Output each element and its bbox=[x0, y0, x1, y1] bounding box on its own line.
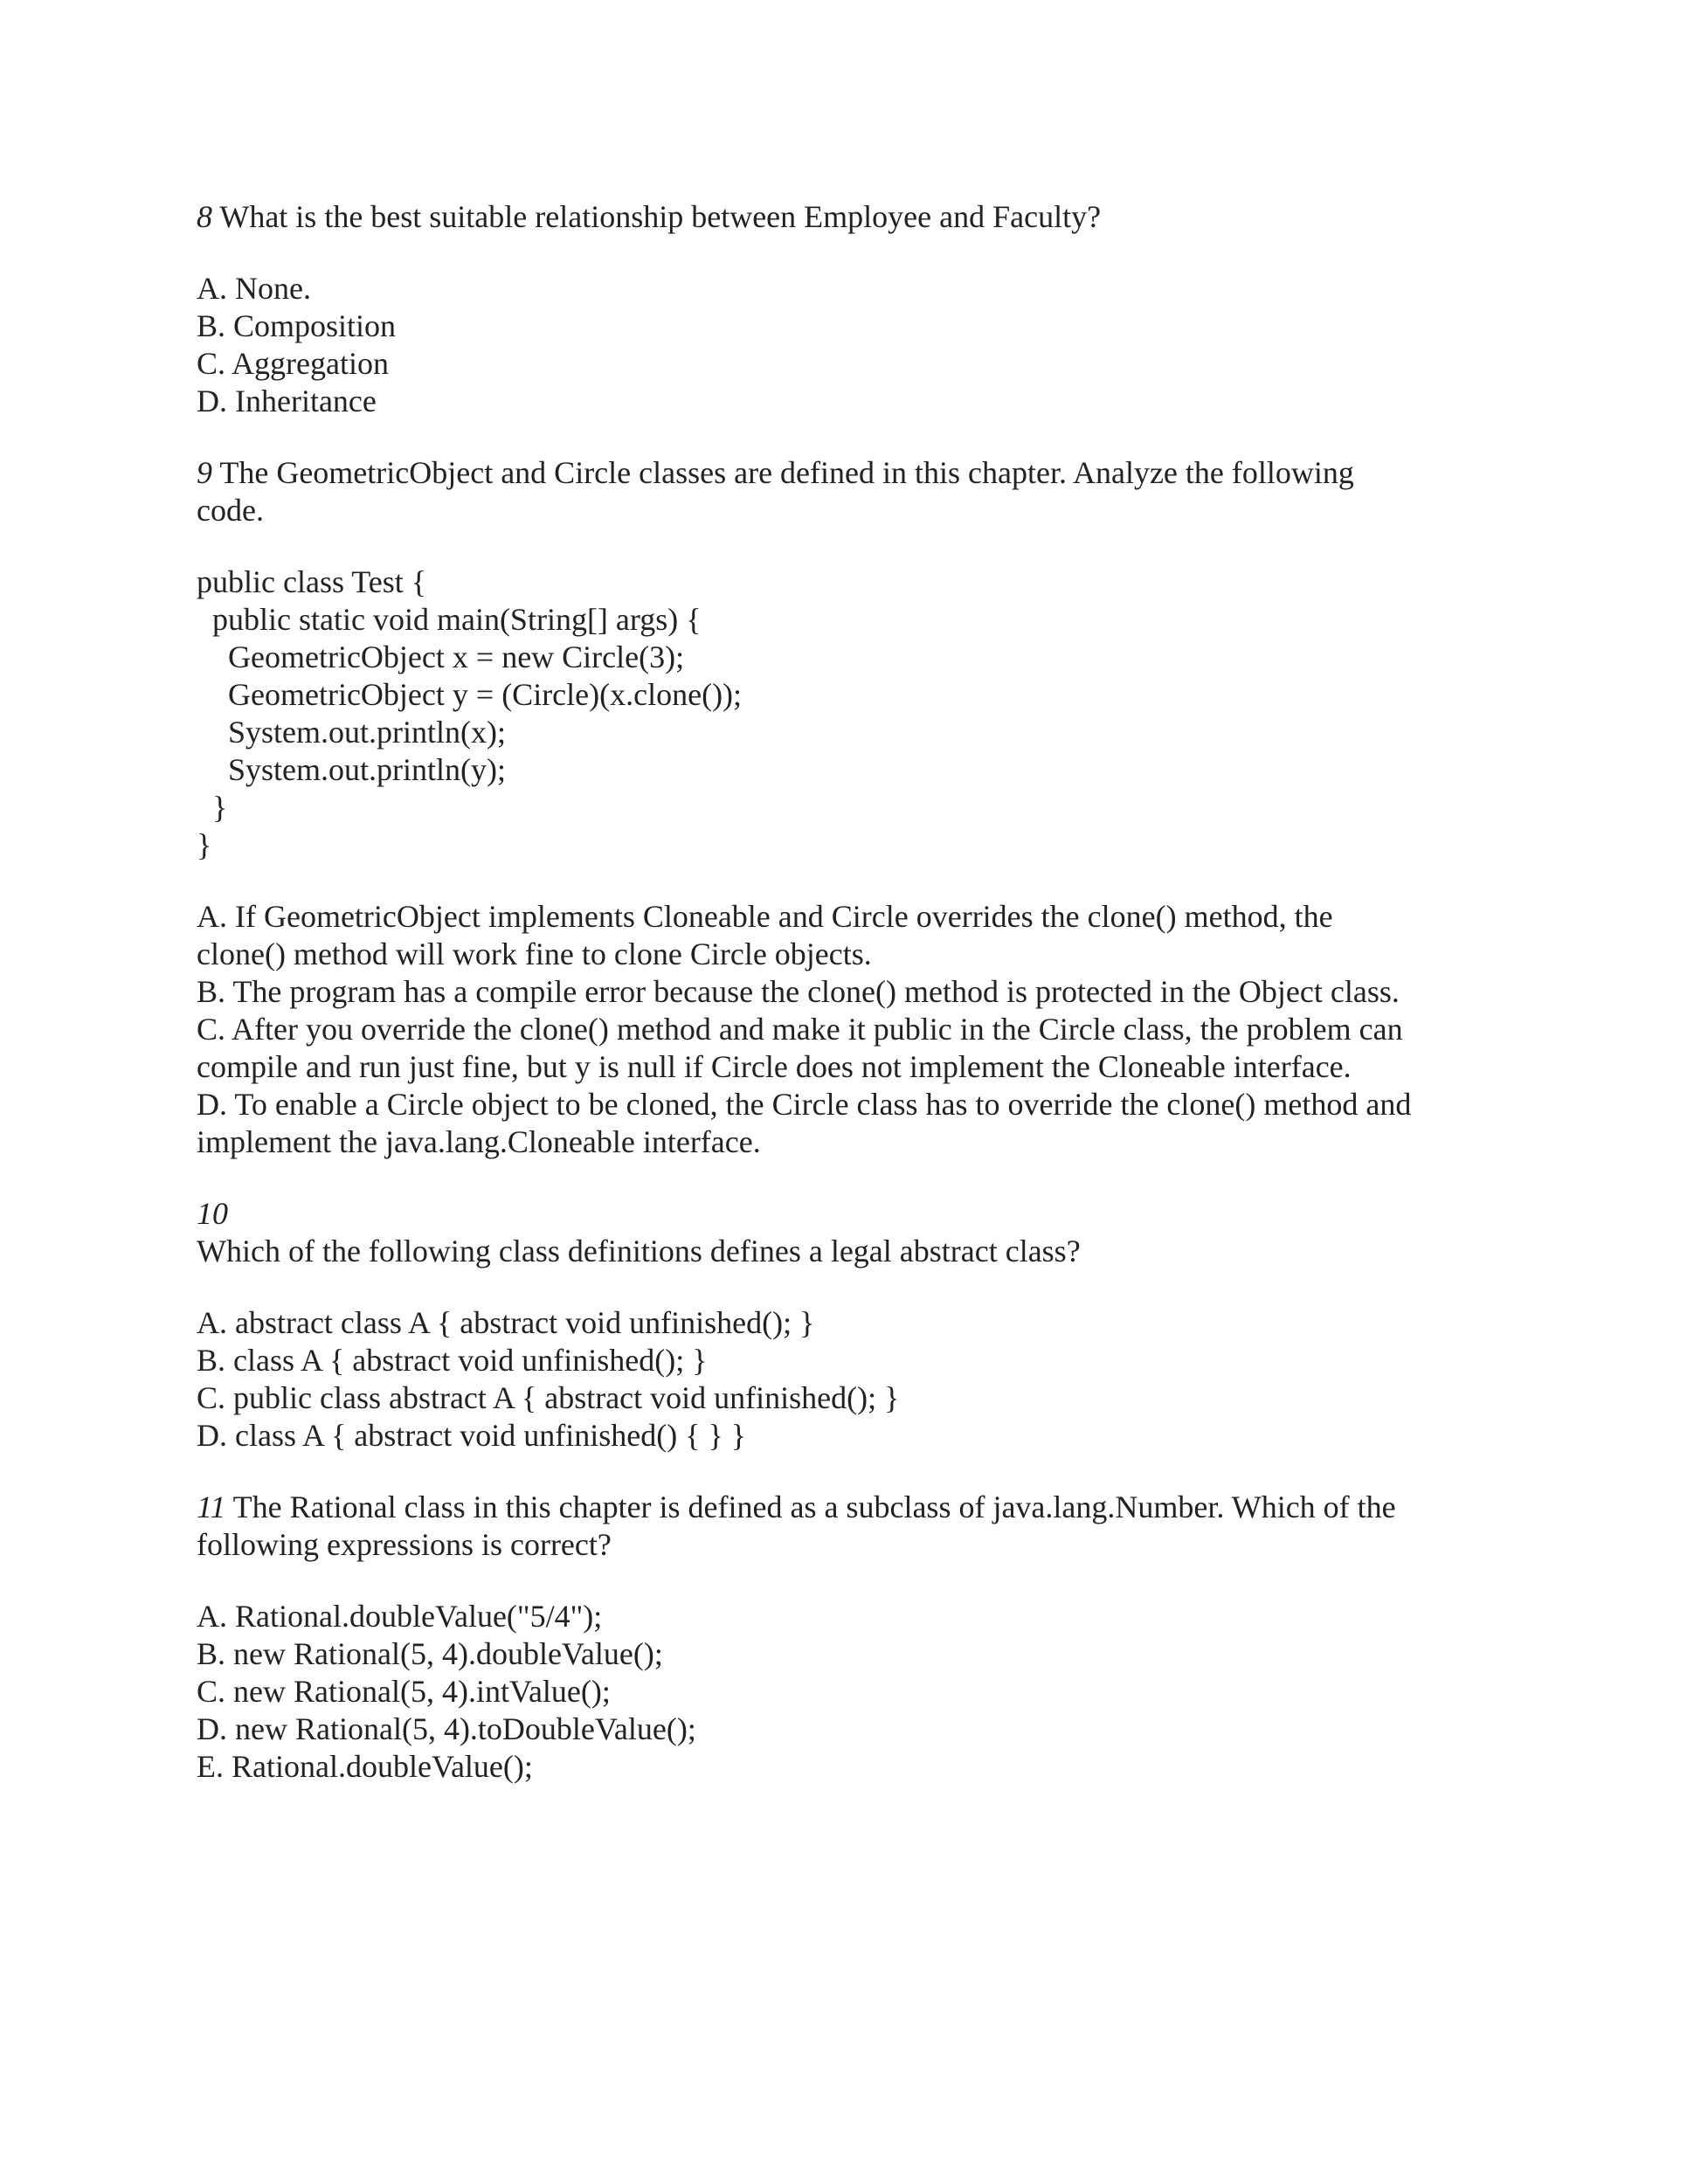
code-line: System.out.println(x); bbox=[197, 715, 506, 750]
question-text: What is the best suitable relationship between Employee and Faculty? bbox=[212, 199, 1102, 234]
question-8-option-c: C. Aggregation bbox=[197, 346, 389, 381]
question-11-option-b: B. new Rational(5, 4).doubleValue(); bbox=[197, 1636, 663, 1671]
question-10-option-b: B. class A { abstract void unfinished(); } bbox=[197, 1343, 708, 1378]
question-10-option-a: A. abstract class A { abstract void unfinished(); } bbox=[197, 1305, 815, 1340]
question-9-option-c-cont: compile and run just fine, but y is null if Circle does not implement the Cloneable interface. bbox=[197, 1049, 1352, 1084]
question-11-prompt-cont: following expressions is correct? bbox=[197, 1527, 612, 1562]
code-line: public static void main(String[] args) { bbox=[197, 602, 702, 637]
code-line: GeometricObject y = (Circle)(x.clone()); bbox=[197, 677, 743, 712]
code-line: System.out.println(y); bbox=[197, 752, 506, 787]
question-number: 11 bbox=[197, 1489, 226, 1524]
question-number: 10 bbox=[197, 1196, 228, 1231]
question-11-option-a: A. Rational.doubleValue("5/4"); bbox=[197, 1599, 603, 1634]
question-9-prompt-cont: code. bbox=[197, 493, 264, 528]
question-9-option-c: C. After you override the clone() method and make it public in the Circle class, the problem can bbox=[197, 1012, 1403, 1047]
code-line: } bbox=[197, 827, 212, 862]
question-text: The GeometricObject and Circle classes are defined in this chapter. Analyze the following bbox=[212, 455, 1354, 490]
question-8-option-b: B. Composition bbox=[197, 308, 397, 343]
code-line: } bbox=[197, 790, 228, 825]
question-9-option-b: B. The program has a compile error because the clone() method is protected in the Object class. bbox=[197, 974, 1400, 1009]
code-line: GeometricObject x = new Circle(3); bbox=[197, 639, 685, 674]
question-9-option-d: D. To enable a Circle object to be cloned, the Circle class has to override the clone() method and bbox=[197, 1087, 1412, 1122]
question-11-option-c: C. new Rational(5, 4).intValue(); bbox=[197, 1674, 611, 1709]
question-10-option-c: C. public class abstract A { abstract void unfinished(); } bbox=[197, 1380, 900, 1415]
question-8-option-a: A. None. bbox=[197, 271, 311, 306]
question-9-prompt bbox=[197, 453, 1354, 492]
question-9-option-a: A. If GeometricObject implements Cloneable and Circle overrides the clone() method, the bbox=[197, 899, 1333, 934]
question-10-prompt: Which of the following class definitions defines a legal abstract class? bbox=[197, 1234, 1081, 1268]
question-10-option-d: D. class A { abstract void unfinished() { } } bbox=[197, 1418, 747, 1453]
question-11-option-e: E. Rational.doubleValue(); bbox=[197, 1749, 533, 1784]
question-number: 8 bbox=[197, 199, 212, 234]
question-number: 9 bbox=[197, 455, 212, 490]
question-9-option-a-cont: clone() method will work fine to clone Circle objects. bbox=[197, 936, 872, 971]
question-11-prompt bbox=[197, 1488, 1396, 1526]
question-8-option-d: D. Inheritance bbox=[197, 384, 377, 418]
code-line: public class Test { bbox=[197, 564, 427, 599]
question-11-option-d: D. new Rational(5, 4).toDoubleValue(); bbox=[197, 1711, 696, 1746]
question-text: The Rational class in this chapter is defined as a subclass of java.lang.Number. Which of the bbox=[225, 1489, 1396, 1524]
question-9-option-d-cont: implement the java.lang.Cloneable interface. bbox=[197, 1124, 761, 1159]
question-8-prompt bbox=[197, 197, 1101, 236]
